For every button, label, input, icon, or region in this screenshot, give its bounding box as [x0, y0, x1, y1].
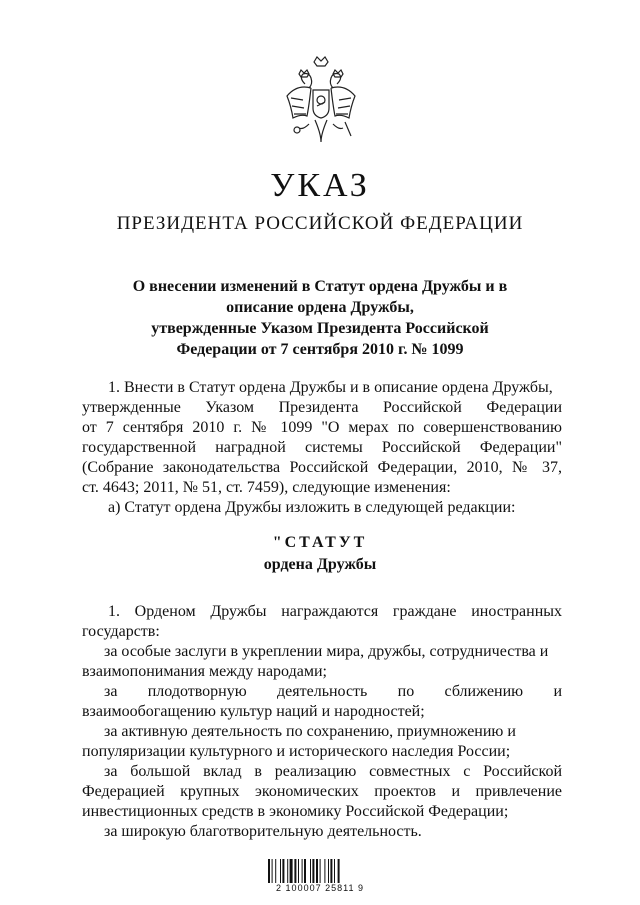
- barcode-bar: [294, 859, 296, 883]
- coat-of-arms-russia-icon: [281, 54, 361, 150]
- barcode-bar: [312, 859, 314, 883]
- text-line: а) Статут ордена Дружбы изложить в следующей редакции:: [108, 499, 516, 516]
- text-line: популяризации культурного и исторического наследия России;: [82, 743, 511, 760]
- barcode-bar: [310, 859, 311, 883]
- barcode-bar: [298, 859, 299, 883]
- decree-heading: [100, 276, 540, 360]
- text-line: за широкую благотворительную деятельность.: [104, 823, 422, 840]
- document-subtitle: ПРЕЗИДЕНТА РОССИЙСКОЙ ФЕДЕРАЦИИ: [116, 213, 524, 234]
- barcode-bar: [287, 859, 288, 883]
- barcode-bar: [334, 859, 335, 883]
- heading-line: Федерации от 7 сентября 2010 г. № 1099: [176, 341, 464, 358]
- barcode-bar: [268, 859, 270, 883]
- barcode-bar: [338, 859, 340, 883]
- text-line: за особые заслуги в укреплении мира, дружбы, сотрудничества и: [104, 643, 549, 660]
- text-line: 1. Внести в Статут ордена Дружбы и в описание ордена Дружбы,: [108, 379, 553, 396]
- heading-line: О внесении изменений в Статут ордена Дружбы и в: [132, 278, 508, 295]
- statute-body: [82, 602, 562, 842]
- heading-line: утвержденные Указом Президента Российской: [151, 320, 489, 337]
- text-line: от 7 сентября 2010 г. № 1099 "О мерах по совершенствованию: [82, 419, 562, 436]
- barcode-bar: [320, 859, 321, 883]
- barcode-bar: [304, 859, 306, 883]
- paragraph-1: [82, 378, 562, 518]
- heading-line: описание ордена Дружбы,: [226, 299, 414, 316]
- barcode: [266, 853, 366, 885]
- barcode-bar: [280, 859, 281, 883]
- barcode-bar: [302, 859, 303, 883]
- text-line: ст. 4643; 2011, № 51, ст. 7459), следующие изменения:: [82, 479, 451, 496]
- text-line: взаимопонимания между народами;: [82, 663, 327, 680]
- statute-title: "СТАТУТ: [272, 534, 368, 551]
- barcode-bar: [324, 859, 325, 883]
- text-line: 1. Орденом Дружбы награждаются граждане иностранных: [108, 603, 562, 620]
- text-line: за активную деятельность по сохранению, приумножению и: [104, 723, 516, 740]
- text-line: государств:: [82, 623, 160, 640]
- barcode-number: 2 100007 25811 9: [276, 883, 364, 893]
- text-line: взаимообогащению культур наций и народностей;: [82, 703, 425, 720]
- barcode-bar: [290, 859, 293, 883]
- barcode-bar: [282, 859, 284, 883]
- barcode-bar: [330, 859, 332, 883]
- text-line: за большой вклад в реализацию совместных с Российской: [104, 763, 562, 780]
- text-line: за плодотворную деятельность по сближению и: [104, 683, 562, 700]
- text-line: (Собрание законодательства Российской Федерации, 2010, № 37,: [82, 459, 562, 476]
- barcode-bar: [272, 859, 273, 883]
- document-title: УКАЗ: [270, 167, 370, 204]
- barcode-bar: [328, 859, 329, 883]
- text-line: государственной наградной системы Российской Федерации": [82, 439, 562, 456]
- statute-subtitle: ордена Дружбы: [263, 556, 377, 573]
- barcode-bar: [316, 859, 318, 883]
- text-line: Федерацией крупных экономических проектов и привлечение: [82, 783, 562, 800]
- statute-heading: [0, 532, 640, 576]
- text-line: утвержденные Указом Президента Российской Федерации: [82, 399, 562, 416]
- text-line: инвестиционных средств в экономику Российской Федерации;: [82, 803, 509, 820]
- barcode-bar: [275, 859, 276, 883]
